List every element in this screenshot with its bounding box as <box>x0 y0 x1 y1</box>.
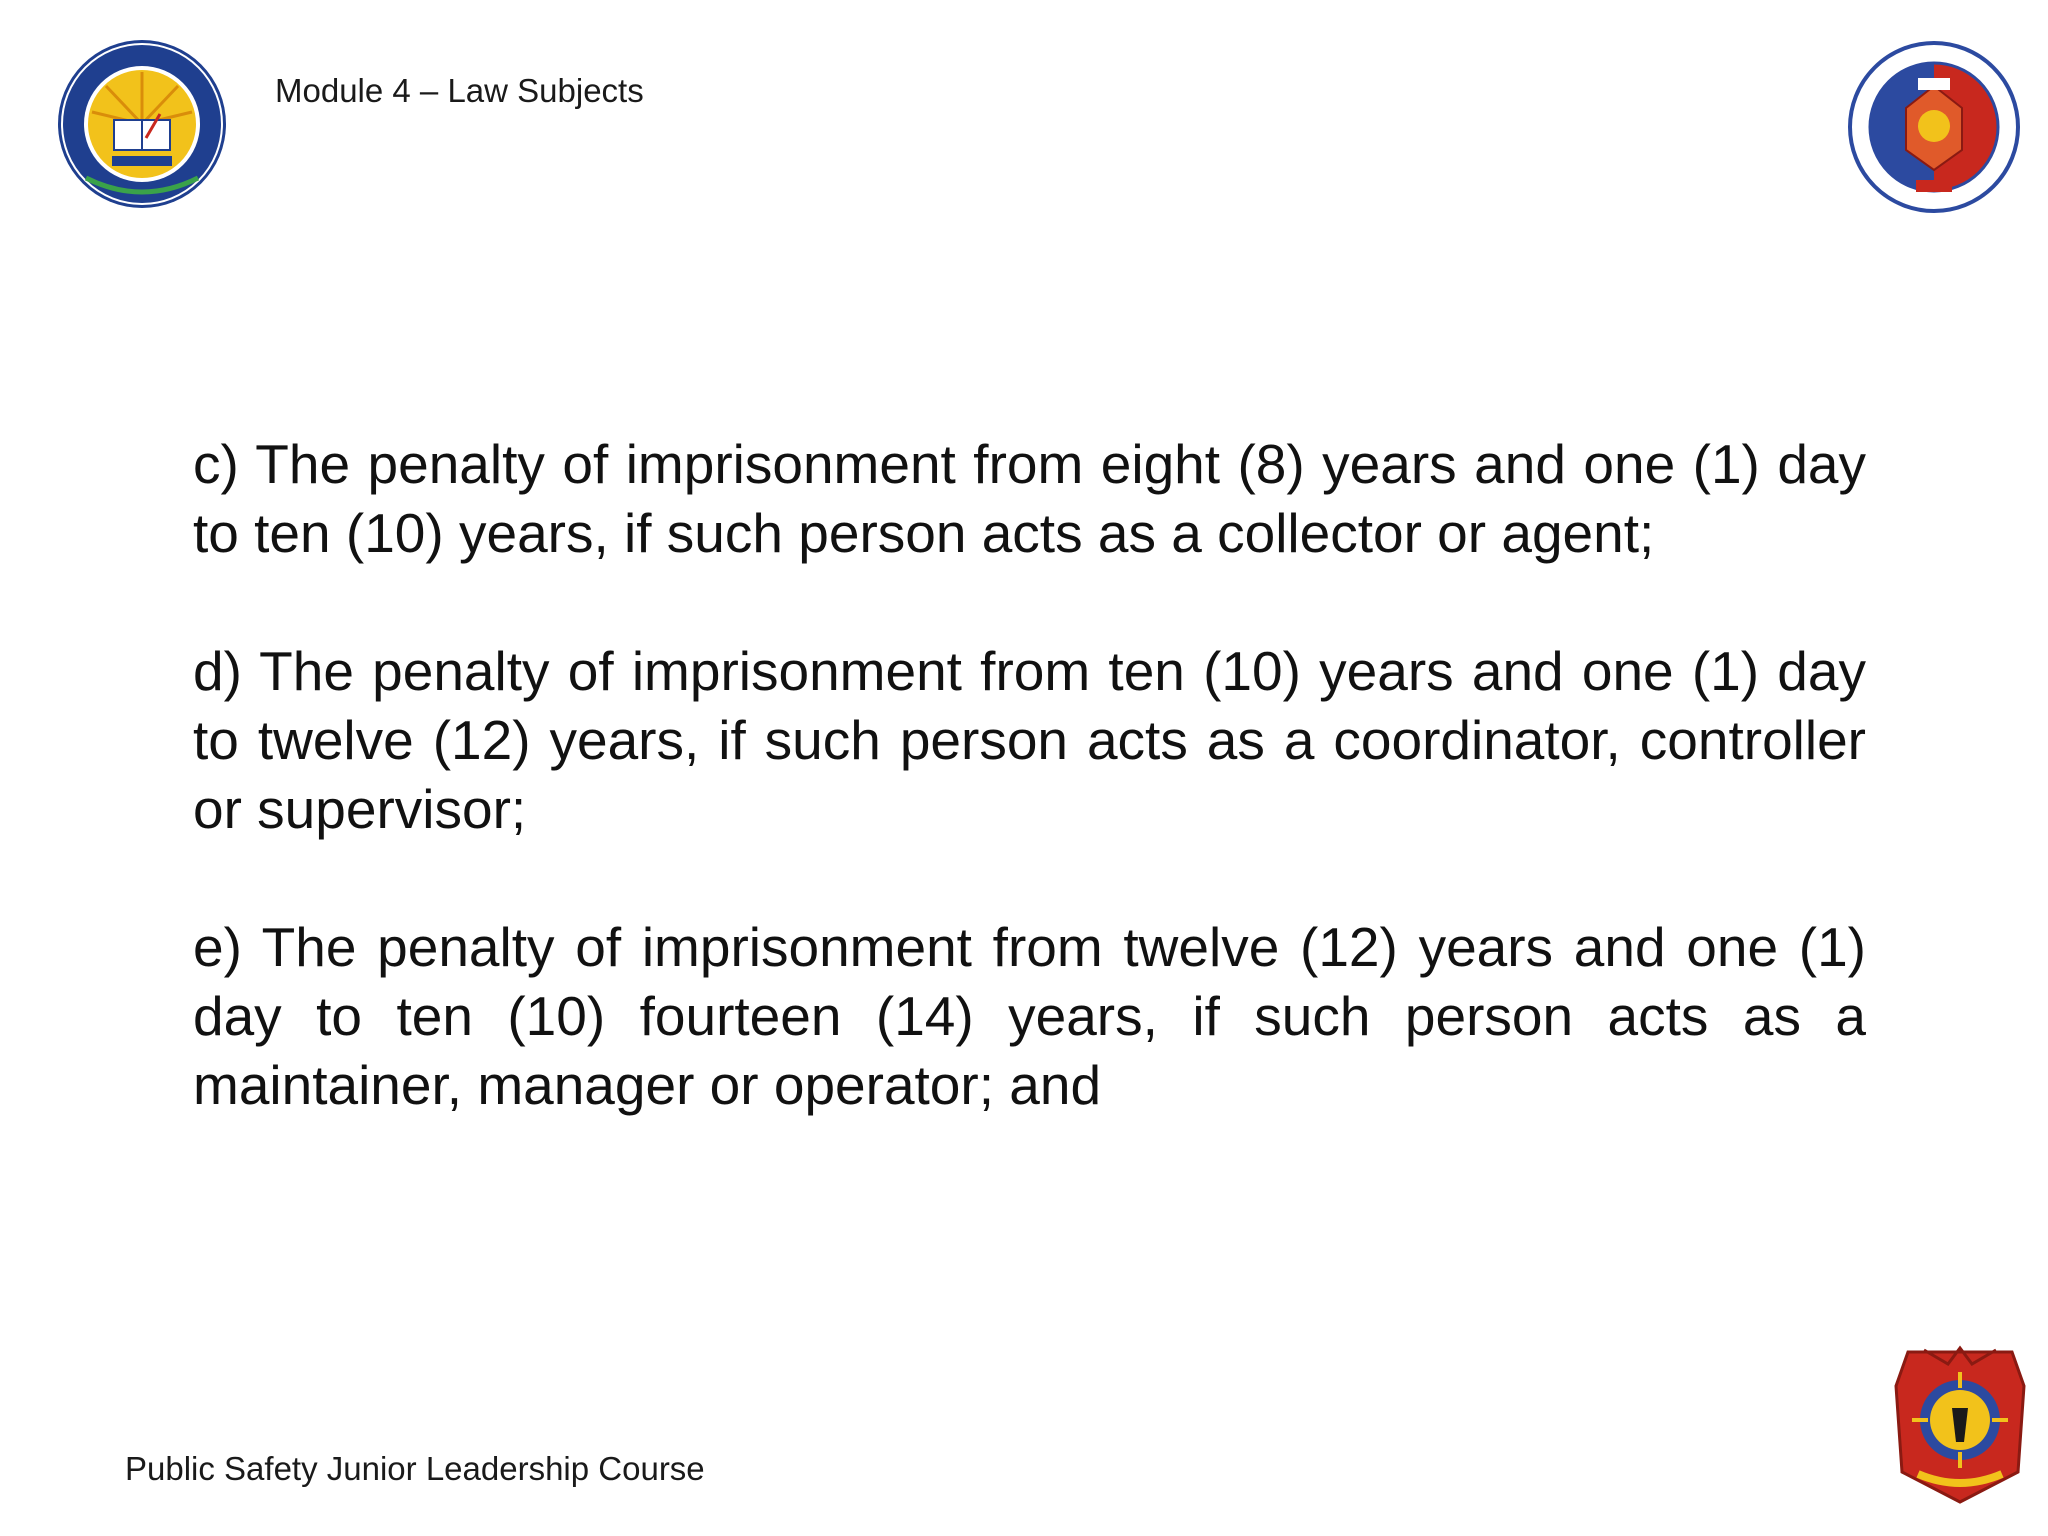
course-footer: Public Safety Junior Leadership Course <box>125 1450 705 1487</box>
paragraph-c: c) The penalty of imprisonment from eight (8) years and one (1) day to ten (10) years, if such person acts as a collector or agent; <box>193 433 1866 564</box>
pnp-training-institute-seal-icon <box>1848 38 2020 216</box>
paragraph-e: e) The penalty of imprisonment from twelve (12) years and one (1) day to ten (10) fourteen (14) years, if such person acts as a maintainer, manager or operator; and <box>193 916 1866 1116</box>
paragraph-d: d) The penalty of imprisonment from ten (10) years and one (1) day to twelve (12) years, if such person acts as a coordinator, controller or supervisor; <box>193 640 1866 840</box>
pnp-badge-icon <box>1888 1342 2032 1506</box>
module-title: Module 4 – Law Subjects <box>275 72 644 109</box>
body-content <box>193 430 1866 1189</box>
institute-seal-icon <box>56 38 228 210</box>
